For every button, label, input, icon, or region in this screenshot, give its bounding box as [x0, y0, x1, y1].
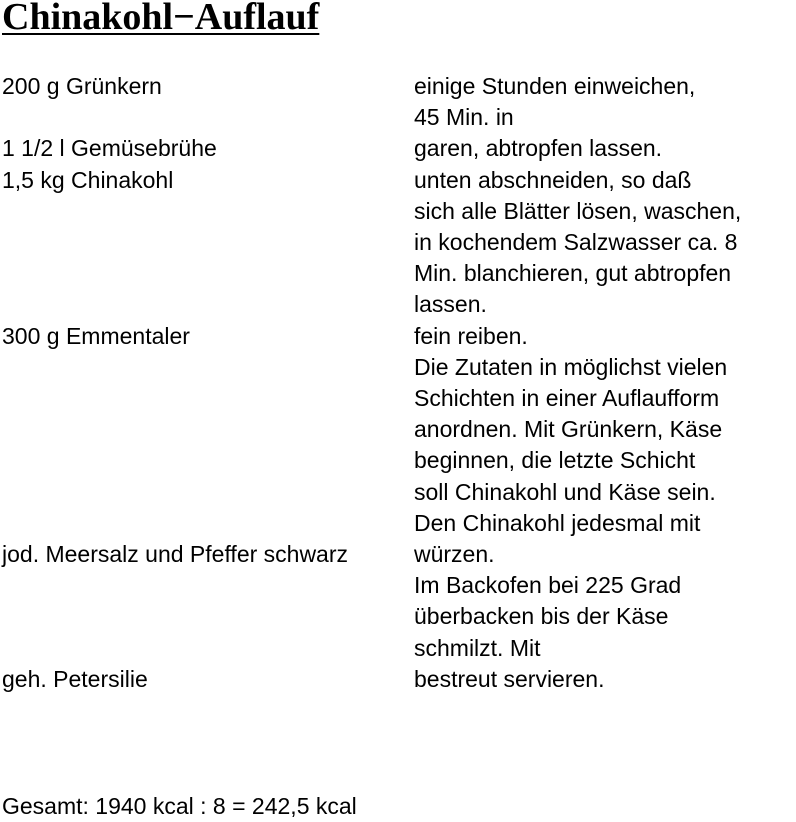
instruction-line: lassen.	[414, 291, 487, 318]
recipe-row	[2, 133, 796, 164]
instruction-line: Schichten in einer Auflaufform	[414, 385, 720, 412]
instruction	[414, 664, 796, 695]
instruction	[414, 165, 796, 321]
instruction-line: fein reiben.	[414, 322, 528, 349]
instruction-line: Die Zutaten in möglichst vielen	[414, 353, 728, 380]
recipe-table	[2, 71, 796, 695]
instruction-line: überbacken bis der Käse	[414, 603, 669, 630]
ingredient: 1 1/2 l Gemüsebrühe	[2, 135, 217, 162]
instruction-line: sich alle Blätter lösen, waschen,	[414, 197, 742, 224]
recipe-row	[2, 71, 796, 133]
instruction-line: beginnen, die letzte Schicht	[414, 447, 696, 474]
instruction-line: garen, abtropfen lassen.	[414, 135, 663, 162]
ingredient: jod. Meersalz und Pfeffer schwarz	[2, 541, 349, 568]
ingredient: 1,5 kg Chinakohl	[2, 166, 174, 193]
instruction-line: anordnen. Mit Grünkern, Käse	[414, 416, 723, 443]
recipe-row	[2, 664, 796, 695]
instruction-line: soll Chinakohl und Käse sein.	[414, 478, 716, 505]
instruction	[414, 133, 796, 164]
instruction	[414, 352, 796, 539]
instruction-line: Min. blanchieren, gut abtropfen	[414, 260, 732, 287]
instruction	[414, 321, 796, 352]
calorie-total: Gesamt: 1940 kcal : 8 = 242,5 kcal	[2, 793, 357, 819]
recipe-row	[2, 165, 796, 321]
instruction-line: unten abschneiden, so daß	[414, 166, 692, 193]
instruction-line: in kochendem Salzwasser ca. 8	[414, 229, 738, 256]
recipe-title: Chinakohl−Auflauf	[2, 0, 320, 38]
instruction-line: 45 Min. in	[414, 104, 514, 131]
instruction-line: einige Stunden einweichen,	[414, 73, 696, 99]
instruction	[414, 539, 796, 570]
instruction	[414, 71, 796, 133]
recipe-row	[2, 570, 796, 664]
instruction-line: würzen.	[414, 541, 495, 568]
ingredient: 300 g Emmentaler	[2, 322, 190, 349]
recipe-row	[2, 352, 796, 539]
instruction	[414, 570, 796, 664]
ingredient: 200 g Grünkern	[2, 73, 162, 99]
instruction-line: Im Backofen bei 225 Grad	[414, 572, 682, 599]
ingredient: geh. Petersilie	[2, 665, 148, 692]
instruction-line: bestreut servieren.	[414, 665, 605, 692]
instruction-line: schmilzt. Mit	[414, 634, 541, 661]
instruction-line: Den Chinakohl jedesmal mit	[414, 509, 701, 536]
recipe-row	[2, 321, 796, 352]
recipe-row	[2, 539, 796, 570]
